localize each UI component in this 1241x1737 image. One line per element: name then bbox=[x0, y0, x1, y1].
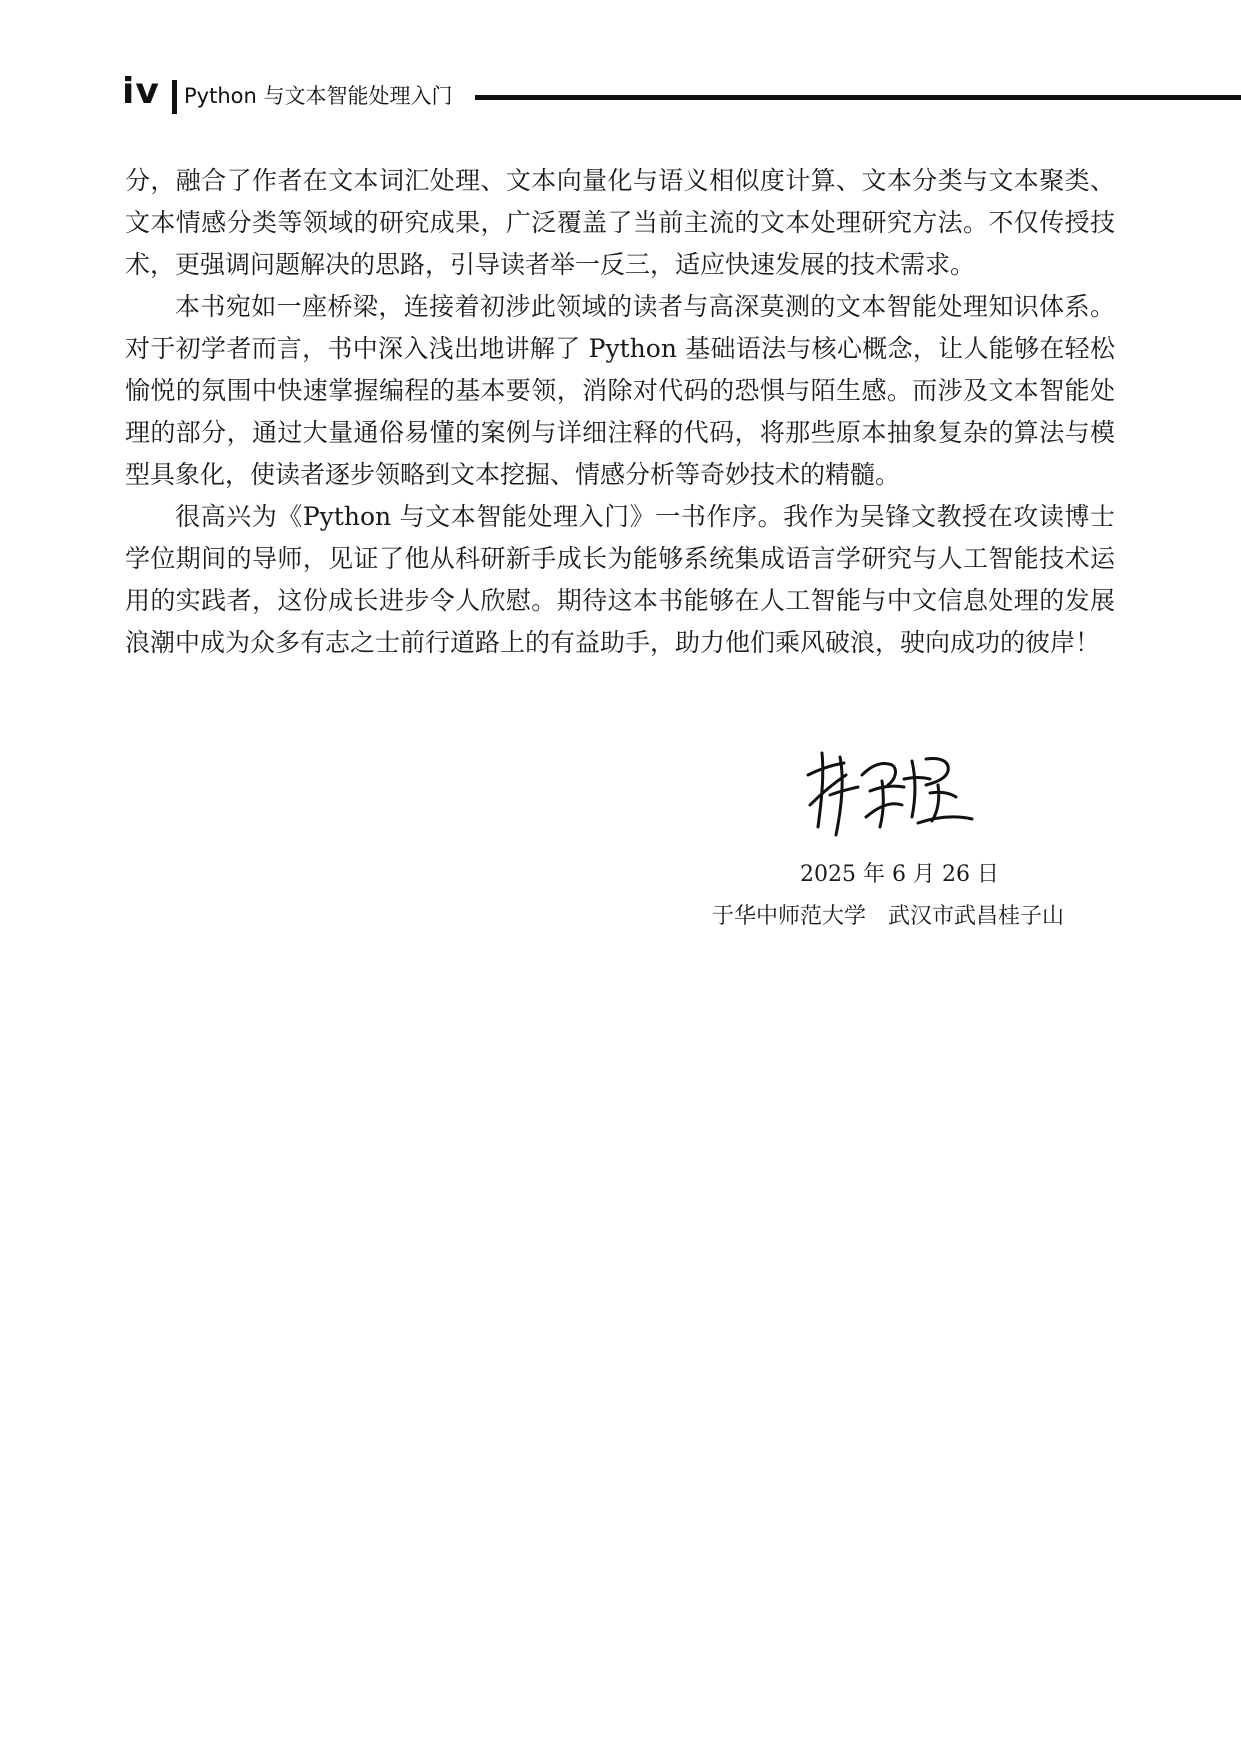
signature-date: 2025 年 6 月 26 日 bbox=[800, 862, 999, 887]
body-text bbox=[125, 160, 1115, 664]
header-rule-line bbox=[475, 95, 1241, 100]
paragraph: 本书宛如一座桥梁，连接着初涉此领域的读者与高深莫测的文本智能处理知识体系。对于初学者而言，书中深入浅出地讲解了 Python 基础语法与核心概念，让人能够在轻松愉悦的氛围中快速掌握编程的基本要领，消除对代码的恐惧与陌生感。而涉及文本智能处理的部分，通过大量通俗易懂的案例与详细注释的代码，将那些原本抽象复杂的算法与模型具象化，使读者逐步领略到文本挖掘、情感分析等奇妙技术的精髓。 bbox=[125, 292, 1115, 489]
signature-place: 于华中师范大学 武汉市武昌桂子山 bbox=[712, 904, 1065, 929]
page-number: iv bbox=[122, 71, 160, 112]
running-header bbox=[122, 71, 1241, 118]
book-title: Python 与文本智能处理入门 bbox=[184, 84, 453, 108]
paragraph: 很高兴为《Python 与文本智能处理入门》一书作序。我作为吴锋文教授在攻读博士学位期间的导师，见证了他从科研新手成长为能够系统集成语言学研究与人工智能技术运用的实践者，这份成长进步令人欣慰。期待这本书能够在人工智能与中文信息处理的发展浪潮中成为众多有志之士前行道路上的有益助手，助力他们乘风破浪，驶向成功的彼岸！ bbox=[125, 502, 1115, 657]
handwritten-signature bbox=[800, 735, 980, 845]
header-divider-bar bbox=[172, 80, 177, 114]
paragraph-continued: 分，融合了作者在文本词汇处理、文本向量化与语义相似度计算、文本分类与文本聚类、文本情感分类等领域的研究成果，广泛覆盖了当前主流的文本处理研究方法。不仅传授技术，更强调问题解决的思路，引导读者举一反三，适应快速发展的技术需求。 bbox=[125, 166, 1115, 279]
